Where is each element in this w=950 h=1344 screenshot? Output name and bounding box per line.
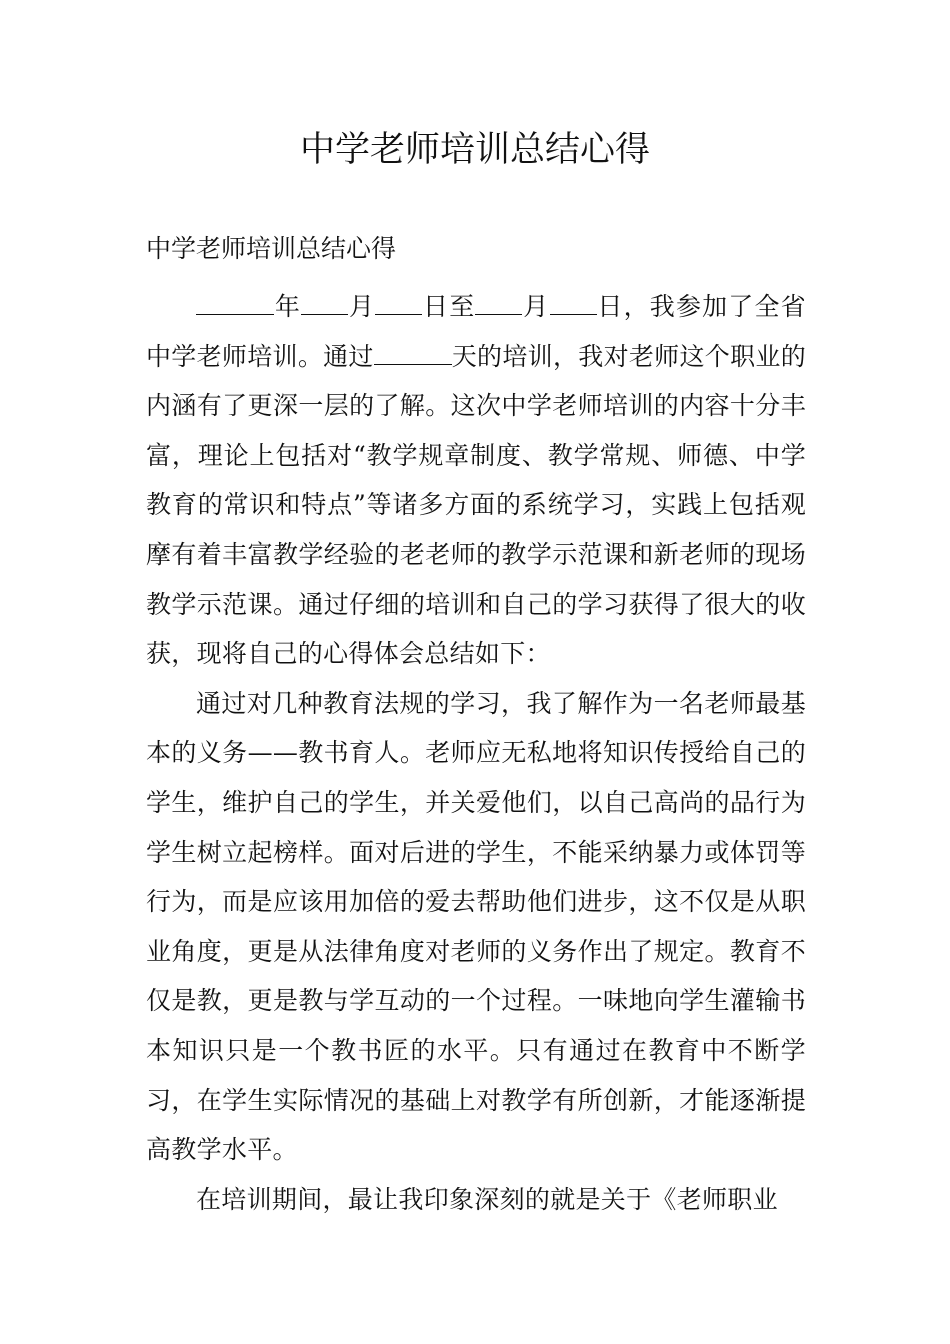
year-label: 年: [274, 292, 302, 321]
intro-paragraph: [146, 282, 806, 679]
day-blank-2: [550, 288, 597, 315]
month-blank-2: [475, 288, 522, 315]
year-blank: [196, 288, 274, 315]
month-label-2: 月: [522, 292, 550, 321]
month-blank-1: [301, 288, 348, 315]
document-body: [146, 282, 806, 1224]
paragraph-2: 通过对几种教育法规的学习，我了解作为一名老师最基本的义务——教书育人。老师应无私地将知识传授给自己的学生，维护自己的学生，并关爱他们，以自己高尚的品行为学生树立起榜样。面对后进的学生，不能采纳暴力或体罚等行为，而是应该用加倍的爱去帮助他们进步，这不仅是从职业角度，更是从法律角度对老师的义务作出了规定。教育不仅是教，更是教与学互动的一个过程。一味地向学生灌输书本知识只是一个教书匠的水平。只有通过在教育中不断学习，在学生实际情况的基础上对教学有所创新，才能逐渐提高教学水平。: [146, 688, 806, 1165]
month-label-1: 月: [348, 292, 376, 321]
day-blank-1: [375, 288, 422, 315]
days-blank: [374, 337, 452, 364]
paragraph-3: 在培训期间，最让我印象深刻的就是关于《老师职业: [196, 1184, 778, 1214]
day-label-1: 日至: [422, 292, 476, 321]
document-subtitle: 中学老师培训总结心得: [146, 234, 397, 263]
document-title: 中学老师培训总结心得: [299, 130, 650, 170]
intro-text-2: 天的培训，我对老师这个职业的内涵有了更深一层的了解。这次中学老师培训的内容十分丰富，理论上包括对“教学规章制度、教学常规、师德、中学教育的常识和特点”等诸多方面的系统学习，实践上包括观摩有着丰富教学经验的老老师的教学示范课和新老师的现场教学示范课。通过仔细的培训和自己的学习获得了很大的收获，现将自己的心得体会总结如下：: [146, 341, 807, 669]
intro-text-1: 日，我参加了全省中学老师培训。通过: [146, 292, 806, 371]
